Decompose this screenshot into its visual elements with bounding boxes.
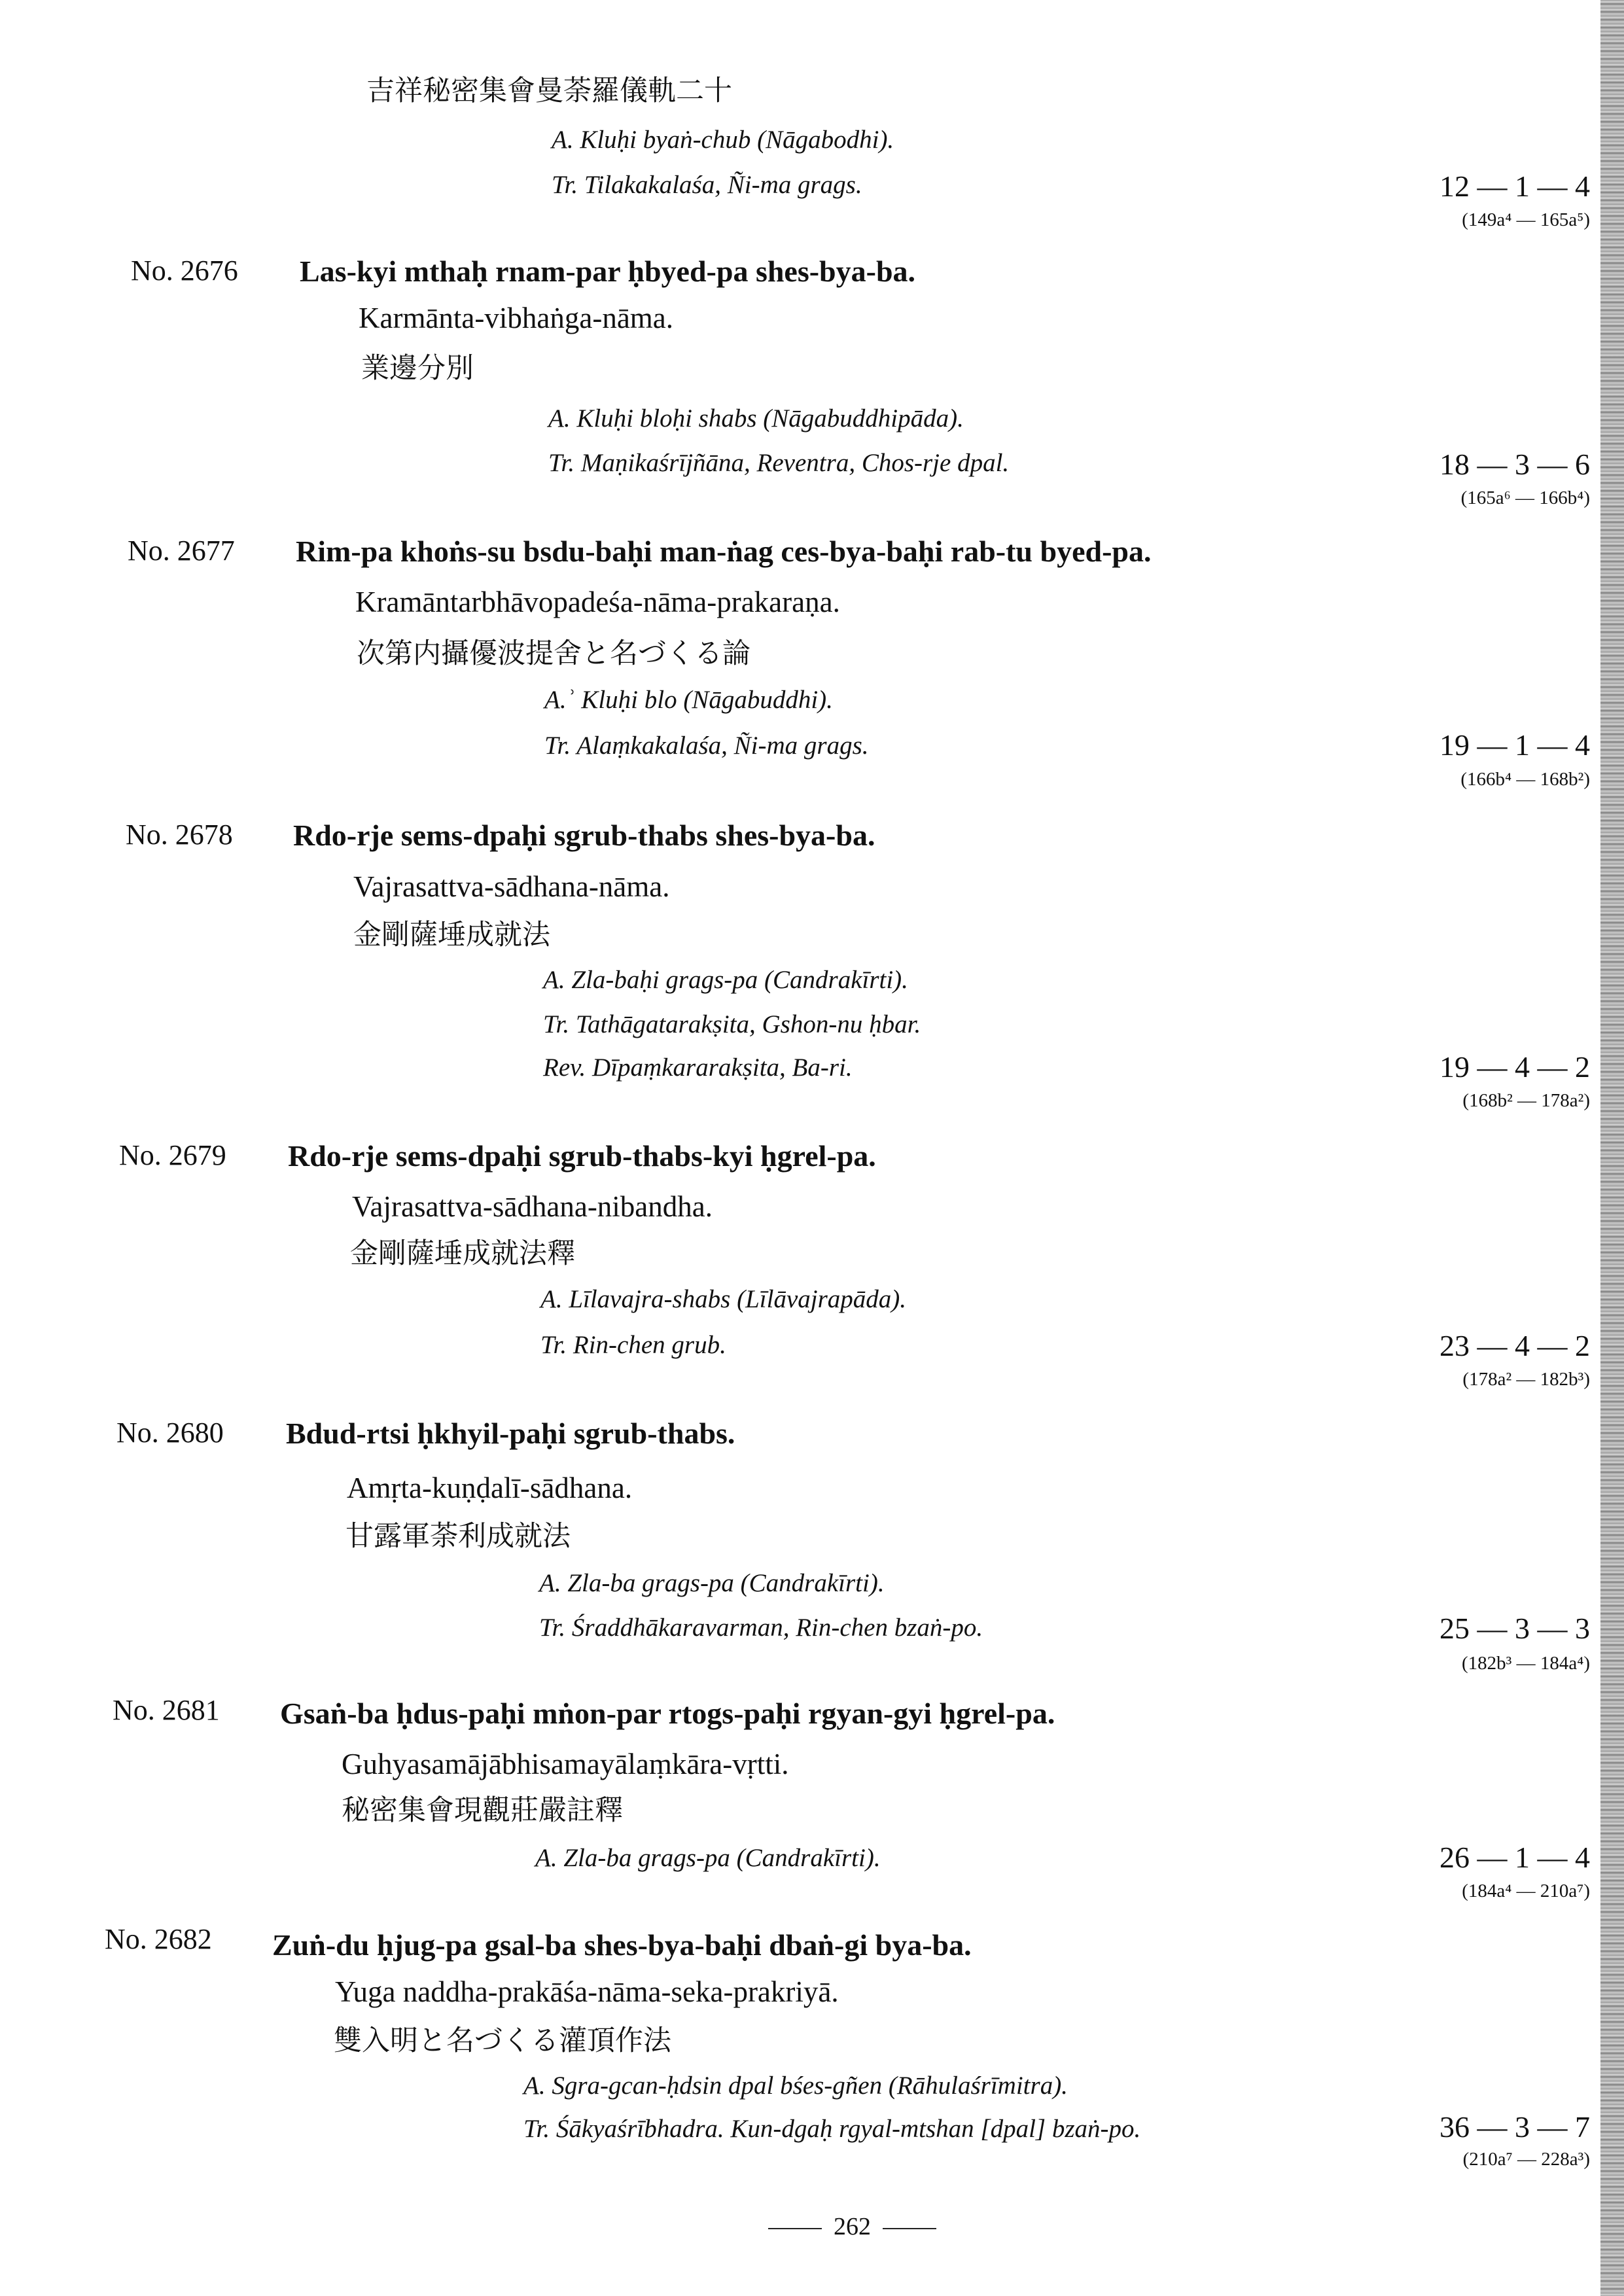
entry-number: No. 2676 xyxy=(131,255,238,287)
entry-cjk: 金剛薩埵成就法釋 xyxy=(350,1237,575,1270)
entry-volume-ref: 19 — 1 — 4 xyxy=(1439,728,1590,762)
entry-volume-ref: 26 — 1 — 4 xyxy=(1439,1841,1590,1874)
entry-translator: Tr. Alaṃkakalaśa, Ñi-ma grags. xyxy=(544,732,869,760)
entry-cjk: 金剛薩埵成就法 xyxy=(353,919,550,951)
entry-number: No. 2680 xyxy=(116,1417,224,1449)
entry-author: A. Kluḥi bloḥi shabs (Nāgabuddhipāda). xyxy=(548,404,964,433)
entry-title: Bdud-rtsi ḥkhyil-paḥi sgrub-thabs. xyxy=(286,1417,735,1450)
entry-sanskrit: Amṛta-kuṇḍalī-sādhana. xyxy=(347,1472,633,1504)
entry-volume-ref: 25 — 3 — 3 xyxy=(1439,1612,1590,1645)
entry-volume-ref: 19 — 4 — 2 xyxy=(1439,1050,1590,1084)
entry-title: Rim-pa khoṅs-su bsdu-baḥi man-ṅag ces-bya-baḥi rab-tu byed-pa. xyxy=(296,535,1152,568)
entry-folio-ref: (168b² — 178a²) xyxy=(1462,1090,1590,1111)
entry-title: Las-kyi mthaḥ rnam-par ḥbyed-pa shes-bya-ba. xyxy=(300,255,916,288)
entry-folio-ref: (210a⁷ — 228a³) xyxy=(1462,2149,1590,2170)
entry-sanskrit: Yuga naddha-prakāśa-nāma-seka-prakriyā. xyxy=(335,1975,839,2008)
entry-author: A. Zla-baḥi grags-pa (Candrakīrti). xyxy=(543,966,908,994)
entry-title: Gsaṅ-ba ḥdus-paḥi mṅon-par rtogs-paḥi rgyan-gyi ḥgrel-pa. xyxy=(280,1697,1055,1730)
entry-sanskrit: Guhyasamājābhisamayālaṃkāra-vṛtti. xyxy=(342,1748,789,1780)
entry-volume-ref: 18 — 3 — 6 xyxy=(1439,448,1590,481)
entry-cjk: 甘露軍荼利成就法 xyxy=(345,1520,571,1553)
entry-sanskrit: Kramāntarbhāvopadeśa-nāma-prakaraṇa. xyxy=(355,586,840,618)
entry-number: No. 2682 xyxy=(105,1923,212,1955)
page-number xyxy=(756,2214,948,2239)
entry-number: No. 2679 xyxy=(119,1139,226,1171)
entry-translator: Tr. Rin-chen grub. xyxy=(540,1331,726,1359)
entry-title: Rdo-rje sems-dpaḥi sgrub-thabs-kyi ḥgrel-pa. xyxy=(288,1139,876,1173)
entry-folio-ref: (165a⁶ — 166b⁴) xyxy=(1460,487,1590,508)
entry-folio-ref: (166b⁴ — 168b²) xyxy=(1460,769,1590,790)
entry-title: Zuṅ-du ḥjug-pa gsal-ba shes-bya-baḥi dbaṅ-gi bya-ba. xyxy=(272,1928,972,1962)
entry-author: A. Sgra-gcan-ḥdsin dpal bśes-gñen (Rāhulaśrīmitra). xyxy=(523,2072,1068,2100)
entry-translator: Tr. Tathāgatarakṣita, Gshon-nu ḥbar. xyxy=(543,1010,921,1038)
header-cjk-title: 吉祥秘密集會曼荼羅儀軌二十 xyxy=(366,75,732,107)
page-number-rule-left xyxy=(768,2228,822,2229)
entry-number: No. 2677 xyxy=(128,535,235,567)
entry-cjk: 業邊分別 xyxy=(361,352,474,385)
entry-author: A.ʾ Kluḥi blo (Nāgabuddhi). xyxy=(544,686,833,714)
entry-sanskrit: Karmānta-vibhaṅga-nāma. xyxy=(359,302,674,334)
entry-title: Rdo-rje sems-dpaḥi sgrub-thabs shes-bya-ba. xyxy=(293,819,875,852)
header-folio-ref: (149a⁴ — 165a⁵) xyxy=(1462,209,1590,230)
scanned-page-edge xyxy=(1600,0,1624,2296)
header-volume-ref: 12 — 1 — 4 xyxy=(1439,169,1590,203)
entry-cjk: 雙入明と名づくる灌頂作法 xyxy=(334,2024,671,2057)
entry-folio-ref: (184a⁴ — 210a⁷) xyxy=(1462,1881,1590,1901)
entry-folio-ref: (178a² — 182b³) xyxy=(1462,1369,1590,1390)
entry-cjk: 秘密集會現觀莊嚴註釋 xyxy=(342,1794,623,1827)
entry-folio-ref: (182b³ — 184a⁴) xyxy=(1462,1653,1590,1674)
entry-sanskrit: Vajrasattva-sādhana-nāma. xyxy=(353,870,670,903)
entry-number: No. 2678 xyxy=(126,819,233,851)
header-author: A. Kluḥi byaṅ-chub (Nāgabodhi). xyxy=(552,126,894,154)
entry-number: No. 2681 xyxy=(113,1694,220,1726)
page-number-text: 262 xyxy=(834,2213,871,2240)
entry-volume-ref: 23 — 4 — 2 xyxy=(1439,1329,1590,1362)
entry-author: A. Zla-ba grags-pa (Candrakīrti). xyxy=(539,1569,885,1597)
header-translator: Tr. Tilakakalaśa, Ñi-ma grags. xyxy=(552,171,862,199)
entry-volume-ref: 36 — 3 — 7 xyxy=(1439,2110,1590,2144)
entry-cjk: 次第内攝優波提舍と名づくる論 xyxy=(357,637,750,670)
entry-author: A. Zla-ba grags-pa (Candrakīrti). xyxy=(535,1844,881,1872)
entry-sanskrit: Vajrasattva-sādhana-nibandha. xyxy=(352,1190,713,1223)
entry-translator: Tr. Śraddhākaravarman, Rin-chen bzaṅ-po. xyxy=(539,1614,983,1642)
entry-translator: Tr. Śākyaśrībhadra. Kun-dgaḥ rgyal-mtshan [dpal] bzaṅ-po. xyxy=(523,2115,1141,2143)
entry-author: A. Līlavajra-shabs (Līlāvajrapāda). xyxy=(540,1285,907,1313)
page-number-rule-right xyxy=(883,2228,936,2229)
entry-reviser: Rev. Dīpaṃkararakṣita, Ba-ri. xyxy=(543,1053,853,1082)
entry-translator: Tr. Maṇikaśrījñāna, Reventra, Chos-rje dpal. xyxy=(548,449,1010,477)
